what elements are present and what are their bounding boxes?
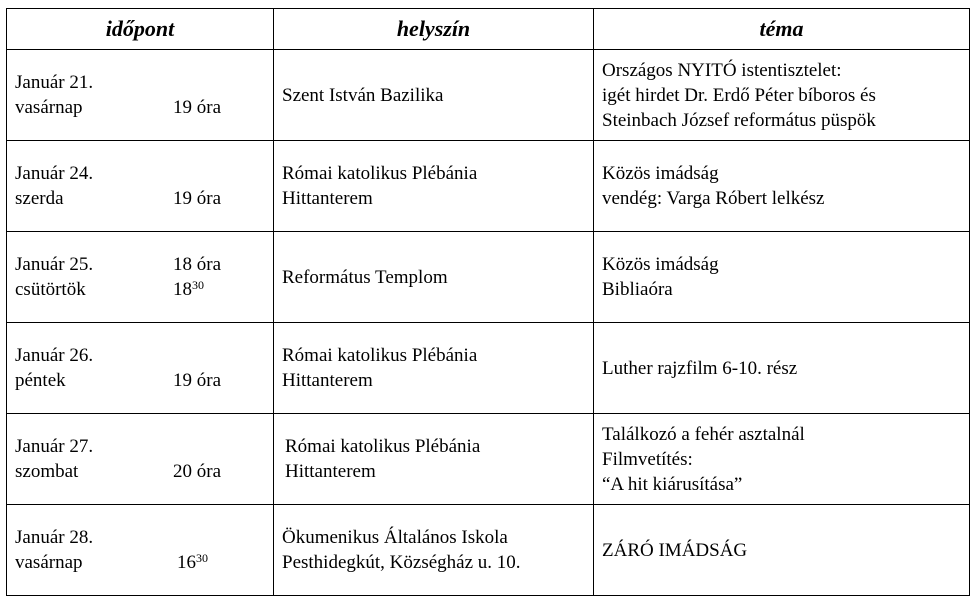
hour-main: 18 (173, 279, 192, 300)
date-label (15, 343, 93, 393)
date-label (15, 434, 93, 484)
time-cell (7, 232, 274, 323)
place-line: Szent István Bazilika (282, 84, 444, 106)
topic-cell (594, 50, 970, 141)
topic-line: Közös imádság (602, 163, 719, 184)
date-label (15, 252, 93, 302)
date-text: Január 21. (15, 72, 94, 93)
place-line: Pesthidegkút, Községház u. 10. (282, 552, 521, 573)
weekday-text: szerda (15, 188, 64, 209)
hour-text (173, 368, 221, 393)
date-text: Január 27. (15, 436, 94, 457)
table-row (7, 323, 970, 414)
topic-line: Országos NYITÓ istentisztelet: (602, 59, 842, 81)
place-cell (274, 414, 594, 505)
time-block (7, 343, 273, 393)
place-line: Ökumenikus Általános Iskola (282, 527, 508, 548)
topic-line: igét hirdet Dr. Erdő Péter bíboros és (602, 84, 876, 106)
schedule-body (7, 50, 970, 596)
time-block (7, 70, 273, 120)
topic-line: “A hit kiárusítása” (602, 473, 743, 495)
place-cell (274, 141, 594, 232)
weekday-text: szombat (15, 461, 79, 482)
topic-cell (594, 232, 970, 323)
topic-line: ZÁRÓ IMÁDSÁG (602, 539, 748, 561)
table-row (7, 505, 970, 596)
hour-text (177, 550, 208, 575)
weekday-text: csütörtök (15, 279, 86, 300)
place-line: Hittanterem (285, 461, 376, 482)
time-cell (7, 141, 274, 232)
topic-line: Közös imádság (602, 254, 719, 275)
place-line: Római katolikus Plébánia (282, 345, 478, 366)
place-cell (274, 323, 594, 414)
time-block (7, 252, 273, 302)
place-line: Római katolikus Plébánia (285, 436, 481, 457)
header-place: helyszín (274, 9, 594, 50)
weekday-text: péntek (15, 370, 66, 391)
hour-main: 19 óra (173, 370, 222, 391)
date-text: Január 26. (15, 345, 94, 366)
place-line: Református Templom (282, 266, 448, 288)
header-time: időpont (7, 9, 274, 50)
date-text: Január 28. (15, 527, 94, 548)
table-row (7, 414, 970, 505)
hour-main: 19 óra (173, 188, 222, 209)
hour-text (173, 95, 221, 120)
topic-line: Találkozó a fehér asztalnál (602, 423, 805, 445)
hour-main: 16 (177, 552, 196, 573)
time-cell (7, 505, 274, 596)
time-block (7, 525, 273, 575)
topic-line: Luther rajzfilm 6-10. rész (602, 357, 798, 379)
time-cell (7, 50, 274, 141)
weekday-text: vasárnap (15, 97, 83, 118)
schedule-table (6, 8, 970, 596)
date-label (15, 525, 93, 575)
place-line: Hittanterem (282, 188, 373, 209)
topic-cell (594, 414, 970, 505)
weekday-text: vasárnap (15, 552, 83, 573)
date-label (15, 161, 93, 211)
table-row (7, 232, 970, 323)
hour-text (173, 252, 221, 277)
topic-line: vendég: Varga Róbert lelkész (602, 188, 825, 209)
hour-text (173, 459, 221, 484)
hour-main: 19 óra (173, 97, 222, 118)
place-cell (274, 505, 594, 596)
topic-cell (594, 505, 970, 596)
hour-minutes: 30 (196, 551, 208, 565)
place-line: Hittanterem (282, 370, 373, 391)
hour-main: 18 óra (173, 254, 222, 275)
hour-text (173, 277, 204, 302)
hour-text (173, 186, 221, 211)
topic-line: Bibliaóra (602, 279, 673, 300)
time-block (7, 161, 273, 211)
time-cell (7, 414, 274, 505)
date-label (15, 70, 93, 120)
table-row (7, 141, 970, 232)
time-block (7, 434, 273, 484)
date-text: Január 24. (15, 163, 94, 184)
table-row (7, 50, 970, 141)
header-topic: téma (594, 9, 970, 50)
header-row (7, 9, 970, 50)
hour-minutes: 30 (192, 278, 204, 292)
topic-cell (594, 141, 970, 232)
date-text: Január 25. (15, 254, 94, 275)
place-cell (274, 232, 594, 323)
place-cell (274, 50, 594, 141)
topic-line: Filmvetítés: (602, 448, 693, 470)
time-cell (7, 323, 274, 414)
place-line: Római katolikus Plébánia (282, 163, 478, 184)
topic-line: Steinbach József református püspök (602, 109, 876, 131)
topic-cell (594, 323, 970, 414)
hour-main: 20 óra (173, 461, 222, 482)
